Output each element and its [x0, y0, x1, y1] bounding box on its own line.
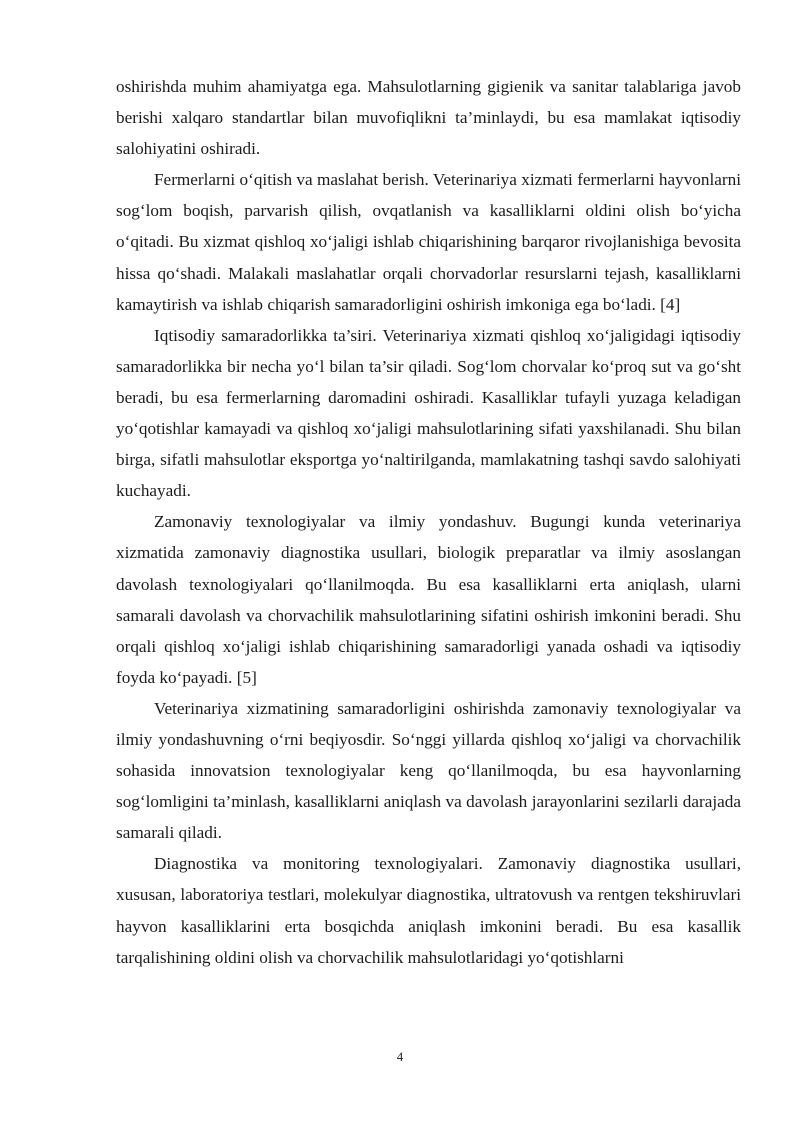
paragraph-diagnostics-monitoring: Diagnostika va monitoring texnologiyalari. Zamonaviy diagnostika usullari, xususan, laboratoriya testlari, molekulyar diagnostika, ultratovush va rentgen tekshiruvlari hayvon kasalliklarini erta bosqichda aniqlash imkonini beradi. Bu esa kasallik tarqalishining oldini olish va chorvachilik mahsulotlaridagi yo‘qotishlarni [116, 854, 741, 967]
paragraph-continuation: oshirishda muhim ahamiyatga ega. Mahsulotlarning gigienik va sanitar talablariga javob berishi xalqaro standartlar bilan muvofiqlikni ta’minlaydi, bu esa mamlakat iqtisodiy salohiyatini oshiradi. [116, 77, 741, 159]
paragraph-farmer-training: Fermerlarni o‘qitish va maslahat berish. Veterinariya xizmati fermerlarni hayvonlarni sog‘lom boqish, parvarish qilish, ovqatlanish va kasalliklarni oldini olish bo‘yicha o‘qitadi. Bu xizmat qishloq xo‘jaligi ishlab chiqarishining barqaror rivojlanishiga bevosita hissa qo‘shadi. Malakali maslahatlar orqali chorvadorlar resurslarni tejash, kasalliklarni kamaytirish va ishlab chiqarish samaradorligini oshirish imkoniga ega bo‘ladi. [4] [116, 170, 741, 314]
document-body [116, 71, 741, 973]
paragraph-economic-efficiency: Iqtisodiy samaradorlikka ta’siri. Veterinariya xizmati qishloq xo‘jaligidagi iqtisodiy samaradorlikka bir necha yo‘l bilan ta’sir qiladi. Sog‘lom chorvalar ko‘proq sut va go‘sht beradi, bu esa fermerlarning daromadini oshiradi. Kasalliklar tufayli yuzaga keladigan yo‘qotishlar kamayadi va qishloq xo‘jaligi mahsulotlarining sifati yaxshilanadi. Shu bilan birga, sifatli mahsulotlar eksportga yo‘naltirilganda, mamlakatning tashqi savdo salohiyati kuchayadi. [116, 325, 741, 501]
paragraph-scientific-approach: Veterinariya xizmatining samaradorligini oshirishda zamonaviy texnologiyalar va ilmiy yondashuvning o‘rni beqiyosdir. So‘nggi yillarda qishloq xo‘jaligi va chorvachilik sohasida innovatsion texnologiyalar keng qo‘llanilmoqda, bu esa hayvonlarning sog‘lomligini ta’minlash, kasalliklarni aniqlash va davolash jarayonlarini sezilarli darajada samarali qiladi. [116, 698, 741, 843]
paragraph-modern-technologies: Zamonaviy texnologiyalar va ilmiy yondashuv. Bugungi kunda veterinariya xizmatida zamonaviy diagnostika usullari, biologik preparatlar va ilmiy asoslangan davolash texnologiyalari qo‘llanilmoqda. Bu esa kasalliklarni erta aniqlash, ularni samarali davolash va chorvachilik mahsulotlarining sifatini oshirish imkonini beradi. Shu orqali qishloq xo‘jaligi ishlab chiqarishining samaradorligi yanada oshadi va iqtisodiy foyda ko‘payadi. [5] [116, 512, 741, 687]
page-number: 4 [396, 1049, 404, 1064]
